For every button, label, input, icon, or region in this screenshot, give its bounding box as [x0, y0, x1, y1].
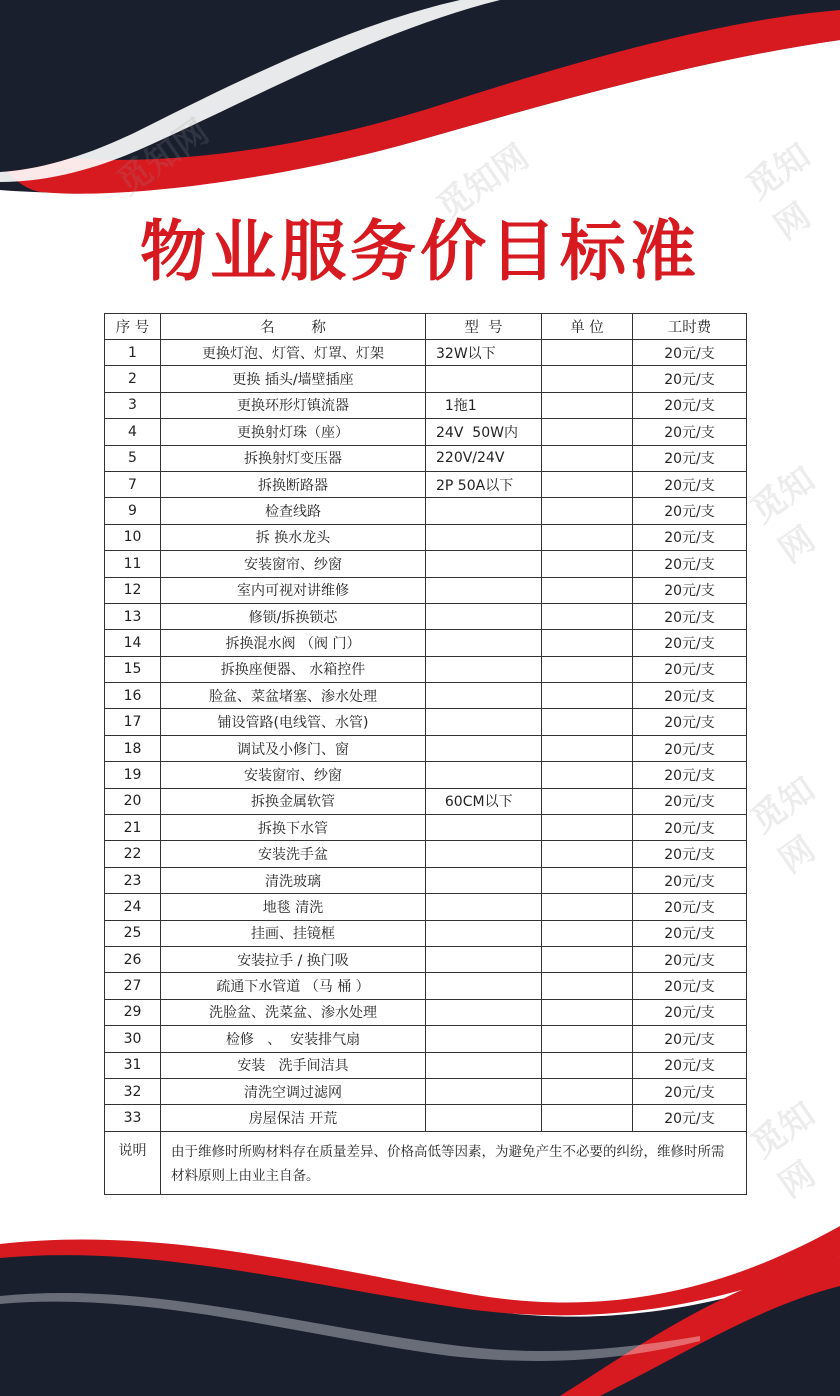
- table-row: [105, 392, 747, 418]
- table-row: [105, 867, 747, 893]
- note-row: [105, 1131, 747, 1194]
- row-no: 23: [105, 867, 161, 893]
- row-fee: 20元/支: [633, 683, 747, 709]
- row-model: [426, 524, 542, 550]
- row-model: 1拖1: [426, 392, 542, 418]
- row-no: 10: [105, 524, 161, 550]
- row-unit: [542, 815, 633, 841]
- row-unit: [542, 867, 633, 893]
- bottom-wave-decoration: [0, 1196, 840, 1396]
- row-no: 19: [105, 762, 161, 788]
- row-model: [426, 735, 542, 761]
- row-fee: 20元/支: [633, 815, 747, 841]
- table-row: [105, 1105, 747, 1131]
- row-model: 220V/24V: [426, 445, 542, 471]
- row-no: 5: [105, 445, 161, 471]
- row-unit: [542, 524, 633, 550]
- row-name: 挂画、挂镜框: [161, 920, 426, 946]
- row-fee: 20元/支: [633, 630, 747, 656]
- table-row: [105, 445, 747, 471]
- row-no: 16: [105, 683, 161, 709]
- row-fee: 20元/支: [633, 1105, 747, 1131]
- row-fee: 20元/支: [633, 1026, 747, 1052]
- row-model: [426, 999, 542, 1025]
- row-fee: 20元/支: [633, 392, 747, 418]
- table-row: [105, 946, 747, 972]
- table-row: [105, 498, 747, 524]
- row-name: 安装 洗手间洁具: [161, 1052, 426, 1078]
- header-no: 序 号: [105, 314, 161, 340]
- row-fee: 20元/支: [633, 366, 747, 392]
- row-unit: [542, 683, 633, 709]
- row-fee: 20元/支: [633, 867, 747, 893]
- table-row: [105, 603, 747, 629]
- watermark: 觅知网: [743, 769, 823, 882]
- table-row: [105, 551, 747, 577]
- row-name: 更换灯泡、灯管、灯罩、灯架: [161, 340, 426, 366]
- row-no: 9: [105, 498, 161, 524]
- row-fee: 20元/支: [633, 999, 747, 1025]
- row-model: [426, 841, 542, 867]
- table-row: [105, 735, 747, 761]
- row-name: 安装窗帘、纱窗: [161, 762, 426, 788]
- row-name: 室内可视对讲维修: [161, 577, 426, 603]
- row-no: 3: [105, 392, 161, 418]
- row-name: 拆换座便器、 水箱控件: [161, 656, 426, 682]
- row-model: [426, 894, 542, 920]
- watermark: 觅知网: [743, 459, 823, 572]
- table-row: [105, 1078, 747, 1104]
- row-no: 25: [105, 920, 161, 946]
- row-no: 32: [105, 1078, 161, 1104]
- row-name: 安装窗帘、纱窗: [161, 551, 426, 577]
- table-row: [105, 709, 747, 735]
- table-row: [105, 999, 747, 1025]
- note-label: 说明: [105, 1131, 161, 1194]
- row-unit: [542, 603, 633, 629]
- row-unit: [542, 762, 633, 788]
- row-model: 24V 50W内: [426, 419, 542, 445]
- price-table: [104, 313, 747, 1195]
- row-no: 21: [105, 815, 161, 841]
- row-fee: 20元/支: [633, 788, 747, 814]
- row-fee: 20元/支: [633, 498, 747, 524]
- row-fee: 20元/支: [633, 894, 747, 920]
- row-unit: [542, 551, 633, 577]
- row-unit: [542, 788, 633, 814]
- header-name: 名 称: [161, 314, 426, 340]
- row-name: 拆换下水管: [161, 815, 426, 841]
- row-model: [426, 498, 542, 524]
- table-row: [105, 1052, 747, 1078]
- row-model: [426, 630, 542, 656]
- row-model: [426, 683, 542, 709]
- row-no: 31: [105, 1052, 161, 1078]
- row-fee: 20元/支: [633, 762, 747, 788]
- row-name: 拆换断路器: [161, 471, 426, 497]
- row-model: [426, 551, 542, 577]
- row-fee: 20元/支: [633, 735, 747, 761]
- row-unit: [542, 946, 633, 972]
- row-fee: 20元/支: [633, 656, 747, 682]
- row-no: 22: [105, 841, 161, 867]
- table-row: [105, 630, 747, 656]
- row-model: [426, 920, 542, 946]
- row-fee: 20元/支: [633, 1078, 747, 1104]
- row-name: 更换 插头/墙壁插座: [161, 366, 426, 392]
- row-no: 14: [105, 630, 161, 656]
- watermark: 觅知网: [739, 135, 819, 248]
- row-fee: 20元/支: [633, 841, 747, 867]
- row-name: 更换环形灯镇流器: [161, 392, 426, 418]
- row-model: 32W以下: [426, 340, 542, 366]
- row-fee: 20元/支: [633, 603, 747, 629]
- header-model: 型 号: [426, 314, 542, 340]
- table-row: [105, 815, 747, 841]
- row-model: [426, 577, 542, 603]
- row-name: 拆换射灯变压器: [161, 445, 426, 471]
- top-wave-decoration: [0, 0, 840, 200]
- row-model: [426, 366, 542, 392]
- row-name: 拆换混水阀 （阀 门）: [161, 630, 426, 656]
- row-no: 33: [105, 1105, 161, 1131]
- row-fee: 20元/支: [633, 524, 747, 550]
- row-no: 18: [105, 735, 161, 761]
- row-unit: [542, 1078, 633, 1104]
- row-name: 清洗空调过滤网: [161, 1078, 426, 1104]
- row-unit: [542, 1026, 633, 1052]
- table-row: [105, 419, 747, 445]
- row-name: 脸盆、菜盆堵塞、渗水处理: [161, 683, 426, 709]
- row-unit: [542, 1105, 633, 1131]
- header-fee: 工时费: [633, 314, 747, 340]
- watermark: 觅知网: [743, 1094, 823, 1207]
- row-name: 疏通下水管道 （马 桶 ）: [161, 973, 426, 999]
- table-row: [105, 894, 747, 920]
- table-row: [105, 656, 747, 682]
- row-name: 洗脸盆、洗菜盆、渗水处理: [161, 999, 426, 1025]
- table-row: [105, 973, 747, 999]
- row-model: [426, 946, 542, 972]
- row-model: [426, 762, 542, 788]
- row-unit: [542, 920, 633, 946]
- table-row: [105, 366, 747, 392]
- row-fee: 20元/支: [633, 471, 747, 497]
- row-name: 调试及小修门、窗: [161, 735, 426, 761]
- row-name: 检修 、 安装排气扇: [161, 1026, 426, 1052]
- row-model: [426, 656, 542, 682]
- row-model: [426, 973, 542, 999]
- row-name: 房屋保洁 开荒: [161, 1105, 426, 1131]
- table-header-row: [105, 314, 747, 340]
- row-name: 地毯 清洗: [161, 894, 426, 920]
- row-unit: [542, 709, 633, 735]
- row-unit: [542, 841, 633, 867]
- row-unit: [542, 445, 633, 471]
- row-unit: [542, 392, 633, 418]
- row-fee: 20元/支: [633, 946, 747, 972]
- row-unit: [542, 656, 633, 682]
- row-name: 清洗玻璃: [161, 867, 426, 893]
- row-fee: 20元/支: [633, 340, 747, 366]
- page-title: 物业服务价目标准: [140, 213, 700, 290]
- row-unit: [542, 471, 633, 497]
- row-fee: 20元/支: [633, 551, 747, 577]
- row-unit: [542, 577, 633, 603]
- row-no: 13: [105, 603, 161, 629]
- row-unit: [542, 1052, 633, 1078]
- row-unit: [542, 340, 633, 366]
- row-name: 拆 换水龙头: [161, 524, 426, 550]
- header-unit: 单 位: [542, 314, 633, 340]
- row-no: 26: [105, 946, 161, 972]
- row-fee: 20元/支: [633, 1052, 747, 1078]
- row-model: [426, 1052, 542, 1078]
- row-unit: [542, 894, 633, 920]
- row-fee: 20元/支: [633, 973, 747, 999]
- row-no: 15: [105, 656, 161, 682]
- row-name: 检查线路: [161, 498, 426, 524]
- table-row: [105, 340, 747, 366]
- table-row: [105, 788, 747, 814]
- row-name: 安装洗手盆: [161, 841, 426, 867]
- row-no: 7: [105, 471, 161, 497]
- table-row: [105, 471, 747, 497]
- row-no: 30: [105, 1026, 161, 1052]
- row-unit: [542, 999, 633, 1025]
- row-unit: [542, 973, 633, 999]
- table-row: [105, 577, 747, 603]
- row-fee: 20元/支: [633, 445, 747, 471]
- row-name: 安装拉手 / 换门吸: [161, 946, 426, 972]
- row-no: 11: [105, 551, 161, 577]
- row-fee: 20元/支: [633, 577, 747, 603]
- row-name: 修锁/拆换锁芯: [161, 603, 426, 629]
- row-no: 2: [105, 366, 161, 392]
- row-no: 1: [105, 340, 161, 366]
- table-row: [105, 683, 747, 709]
- row-name: 更换射灯珠（座）: [161, 419, 426, 445]
- row-model: [426, 709, 542, 735]
- row-no: 17: [105, 709, 161, 735]
- row-model: [426, 867, 542, 893]
- row-name: 铺设管路(电线管、水管): [161, 709, 426, 735]
- row-fee: 20元/支: [633, 920, 747, 946]
- row-no: 4: [105, 419, 161, 445]
- row-no: 24: [105, 894, 161, 920]
- row-name: 拆换金属软管: [161, 788, 426, 814]
- row-unit: [542, 735, 633, 761]
- note-text: 由于维修时所购材料存在质量差异、价格高低等因素，为避免产生不必要的纠纷，维修时所需材料原则上由业主自备。: [161, 1131, 747, 1194]
- watermark: 觅知网: [429, 136, 537, 229]
- row-no: 12: [105, 577, 161, 603]
- row-model: [426, 603, 542, 629]
- table-row: [105, 920, 747, 946]
- row-no: 20: [105, 788, 161, 814]
- row-model: [426, 1026, 542, 1052]
- row-model: [426, 1105, 542, 1131]
- row-unit: [542, 419, 633, 445]
- row-unit: [542, 366, 633, 392]
- row-no: 29: [105, 999, 161, 1025]
- row-fee: 20元/支: [633, 709, 747, 735]
- table-row: [105, 1026, 747, 1052]
- row-no: 27: [105, 973, 161, 999]
- table-row: [105, 524, 747, 550]
- table-row: [105, 841, 747, 867]
- row-model: 60CM以下: [426, 788, 542, 814]
- row-fee: 20元/支: [633, 419, 747, 445]
- table-row: [105, 762, 747, 788]
- row-model: 2P 50A以下: [426, 471, 542, 497]
- row-unit: [542, 498, 633, 524]
- row-unit: [542, 630, 633, 656]
- row-model: [426, 1078, 542, 1104]
- row-model: [426, 815, 542, 841]
